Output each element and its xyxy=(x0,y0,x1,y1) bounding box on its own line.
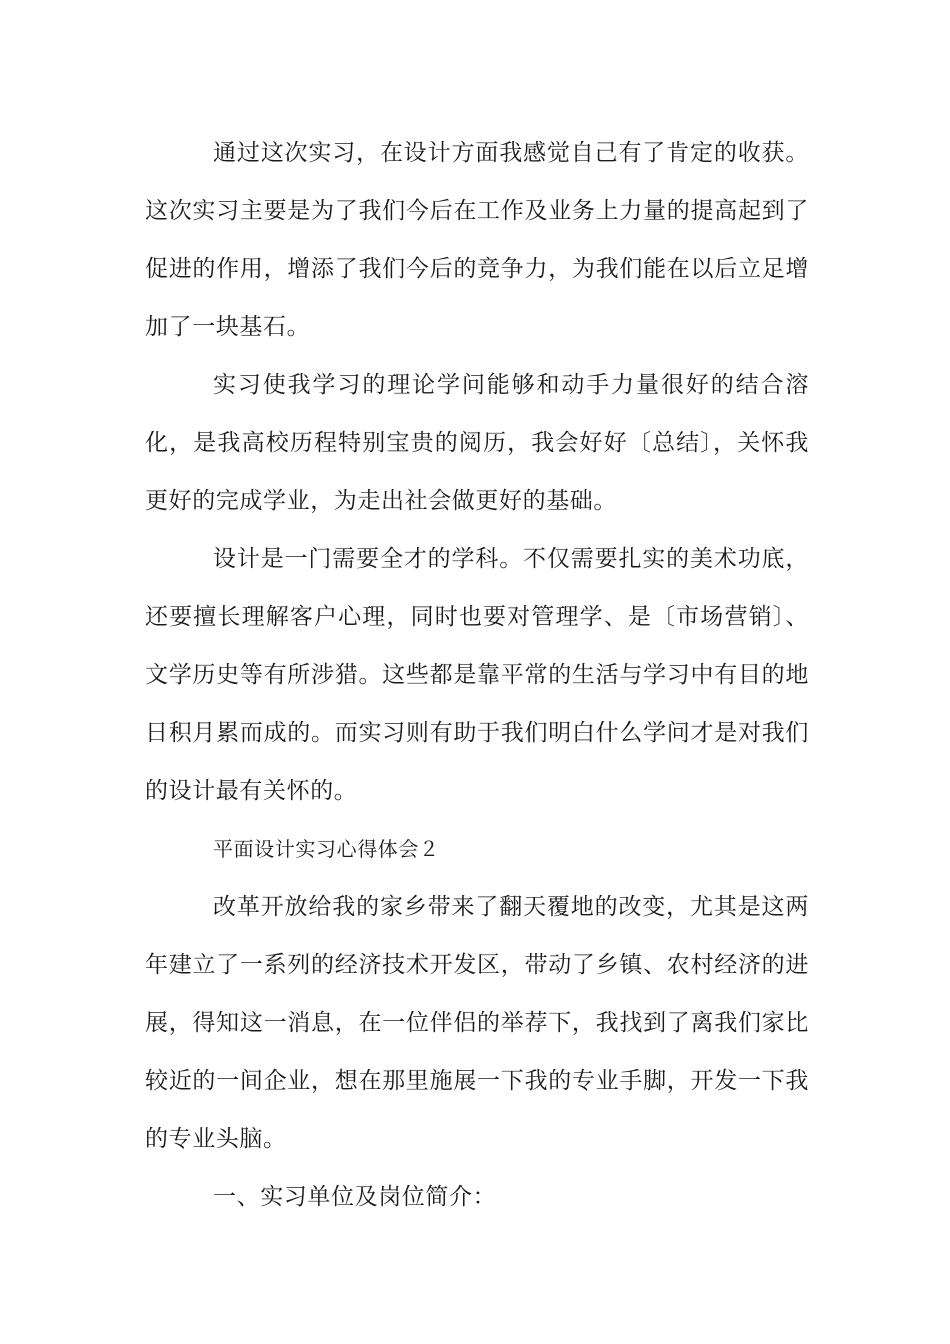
section-title: 平面设计实习心得体会２ xyxy=(213,837,440,861)
paragraph-theory-practice: 实习使我学习的理论学问能够和动手力量很好的结合溶化，是我高校历程特别宝贵的阅历，我会好好〔总结〕，关怀我更好的完成学业，为走出社会做更好的基础。 xyxy=(145,372,809,514)
document-body xyxy=(145,124,809,1226)
paragraph-hometown-reform: 改革开放给我的家乡带来了翻天覆地的改变，尤其是这两年建立了一系列的经济技术开发区，带动了乡镇、农村经济的进展，得知这一消息，在一位伴侣的举荐下，我找到了离我们家比较近的一间企业，想在那里施展一下我的专业手脚，开发一下我的专业头脑。 xyxy=(145,894,809,1152)
subheading-internship-unit: 一、实习单位及岗位简介： xyxy=(213,1184,497,1210)
paragraph-design-discipline: 设计是一门需要全才的学科。不仅需要扎实的美术功底，还要擅长理解客户心理，同时也要对管理学、是〔市场营销〕、文学历史等有所涉猎。这些都是靠平常的生活与学习中有目的地日积月累而成的。而实习则有助于我们明白什么学问才是对我们的设计最有关怀的。 xyxy=(145,546,809,804)
paragraph-internship-gains: 通过这次实习，在设计方面我感觉自己有了肯定的收获。这次实习主要是为了我们今后在工作及业务上力量的提高起到了促进的作用，增添了我们今后的竞争力，为我们能在以后立足增加了一块基石。 xyxy=(145,140,809,340)
